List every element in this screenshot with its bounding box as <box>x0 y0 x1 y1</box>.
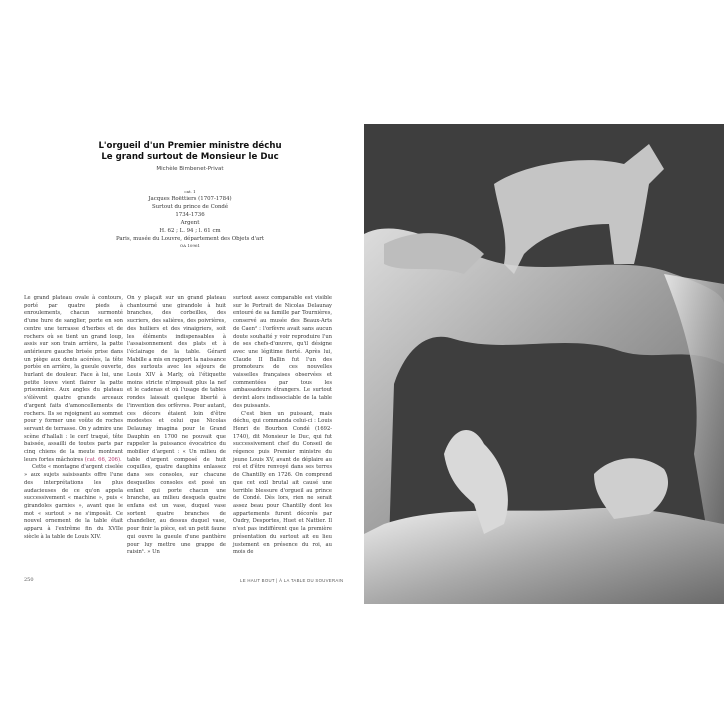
text-column-3 <box>233 295 332 557</box>
hound <box>384 233 484 274</box>
centerpiece-illustration <box>364 124 724 604</box>
title-line-1: L'orgueil d'un Premier ministre déchu <box>98 141 282 151</box>
chapter-title <box>70 141 310 163</box>
paragraph <box>24 295 123 464</box>
cat-number: cat. 1 <box>184 189 196 194</box>
catalogue-reference-link[interactable]: (cat. 66, 206). <box>84 456 122 463</box>
cat-inventory: OA 10961 <box>179 243 201 248</box>
paragraph: surtout assez comparable est visible sur le Portrait de Nicolas Delaunay entouré de sa famille par Tournières, conservé au musée des Beaux-Arts de Caen² : l'orfèvre avait sans aucun doute souhaité y voir reproduire l'un de ses chefs-d'œuvre, qu'il désigne avec une légitime fierté. Après lui, Claude II Ballin fut l'un des promoteurs de ces nouvelles vaisselles françaises observées et commentées par tous les ambassadeurs étrangers. Le surtout devint alors indissociable de la table des puissants. <box>233 295 332 409</box>
paragraph-text: Le grand plateau ovale à contours, porté par quatre pieds à enroulements, chacun surmonté d'une hure de sanglier, porte en son centre une terrasse d'herbes et de rochers où se tient un grand loup, assis sur son train arrière, la patte antérieure gauche brisée prise dans un piège aux dents acérées, la tête portée en arrière, la gueule ouverte, hurlant de douleur. Face à lui, une petite louve vient flairer la patte prisonnière. Aux angles du plateau s'élèvent quatre grands arceaux d'argent faits d'amoncellements de rochers. Ils se rejoignent au sommet pour y former une voûte de roches servant de terrasse. On y admire une scène d'hallali : le cerf traqué, tête baissée, assailli de toutes parts par cinq chiens de la meute montrant leurs fortes mâchoires <box>24 295 123 463</box>
stag <box>494 144 664 274</box>
paragraph: Cette « montagne d'argent ciselée » aux sujets saisissants offre l'une des interprétations les plus audacieuses de ce qu'on appela successivement « machine », puis « girandoles garnies », avant que le mot « surtout » ne s'imposât. Ce nouvel ornement de la table était apparu à l'extrême fin du XVIIe siècle à la table de Louis XIV. <box>24 464 123 540</box>
page-number: 250 <box>24 577 34 583</box>
cat-artist: Jacques Roëttiers (1707-1784) <box>148 196 232 202</box>
text-column-1 <box>24 295 123 542</box>
cat-dimensions: H. 62 ; L. 94 ; l. 61 cm <box>159 228 221 234</box>
cat-location: Paris, musée du Louvre, département des Objets d'art <box>116 236 264 242</box>
running-footer: LE HAUT BOUT | À LA TABLE DU SOUVERAIN <box>240 578 344 583</box>
paragraph: C'est bien un puissant, mais déchu, qui commanda celui-ci : Louis Henri de Bourbon Condé (1692-1740), dit Monsieur le Duc, qui fut successivement chef du Conseil de régence puis Premier ministre du jeune Louis XV, avant de déplaire au roi et d'être renvoyé dans ses terres de Chantilly en 1726. On comprend que cet exil brutal ait causé une terrible blessure d'orgueil au prince de Condé. Dès lors, rien ne serait assez beau pour Chantilly dont les appartements furent décorés par Oudry, Desportes, Huet et Nattier. Il n'est pas indifférent que la première présentation du surtout ait eu lieu justement en présence du roi, au mois de <box>233 410 332 556</box>
text-column-2 <box>127 295 226 557</box>
silver-centerpiece-photo <box>364 124 724 604</box>
paragraph: On y plaçait sur un grand plateau chantourné une girandole à huit branches, des corbeilles, des sucriers, des salières, des poivrières, des huiliers et des vinaigriers, soit les éléments indispensables à l'assaisonnement des plats et à l'éclairage de la table. Gérard Mabille a mis en rapport la naissance des surtouts avec les séjours de Louis XIV à Marly, où l'étiquette moins stricte n'imposait plus la nef et le cadenas et où l'usage de tables rondes laissait quelque liberté à l'invention des orfèvres. Pour autant, ces décors étaient loin d'être modestes et celui que Nicolas Delaunay imagina pour le Grand Dauphin en 1700 ne pouvait que rappeler la puissance évocatrice du mobilier d'argent : « Un milieu de table d'argent composé de huit coquilles, quatre dauphins enlassez dans ses consoles, sur chacune desquelles consoles est posé un enfant qui porte chacun une branche, au milieu desquels quatre enfans est un vase, duquel vase sortent quatre branches de chandelier, au dessus duquel vase, pour finir la pièce, est un petit faune qui ouvre la gueule d'une panthère pour luy mettre une grappe de raisin¹. » Un <box>127 295 226 556</box>
cat-material: Argent <box>180 220 200 226</box>
author: Michèle Bimbenet-Privat <box>156 166 224 172</box>
title-line-2: Le grand surtout de Monsieur le Duc <box>101 152 279 162</box>
catalogue-entry <box>70 189 310 249</box>
cat-date: 1734-1736 <box>175 212 205 218</box>
base-terrace <box>364 508 724 604</box>
cat-work: Surtout du prince de Condé <box>151 204 229 210</box>
